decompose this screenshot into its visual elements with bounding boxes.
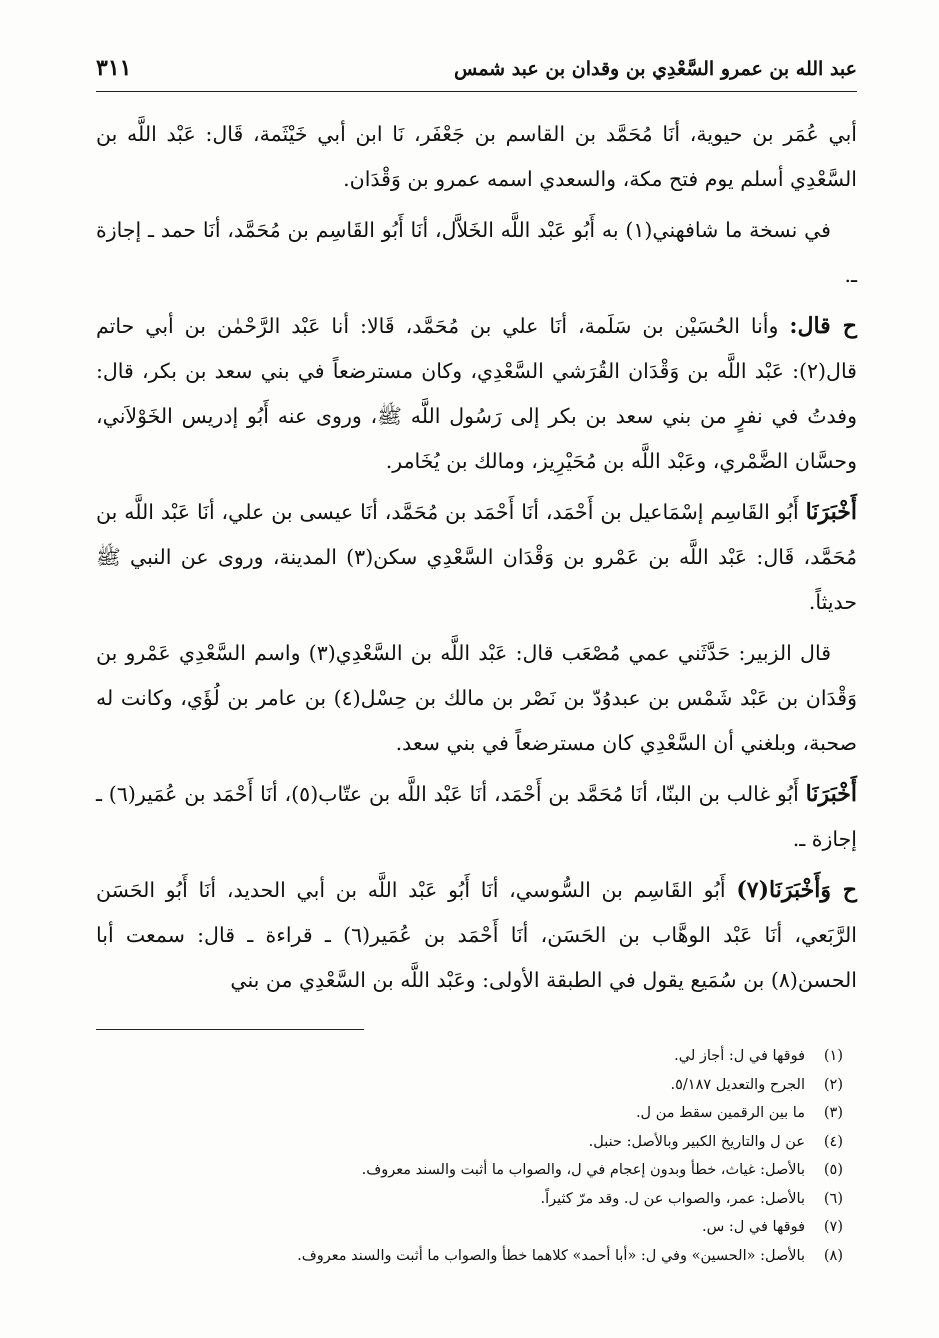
- footnote-text: بالأصل: «الحسين» وفي ل: «أبا أحمد» كلاهما خطأ والصواب ما أثبت والسند معروف.: [297, 1247, 805, 1264]
- footnotes: [96, 1042, 843, 1270]
- body-text: [96, 106, 857, 1003]
- footnote-number: (٥): [823, 1162, 843, 1178]
- paragraph: [96, 298, 857, 484]
- footnote-text: بالأصل: عمر، والصواب عن ل. وقد مرّ كثيراً.: [540, 1190, 805, 1207]
- paragraph-text: قال الزبير: حَدَّثَني عمي مُصْعَب قال: عَبْد اللَّه بن السَّعْدِي(٣) واسم السَّعْدِي عَمْرو بن وَقْدَان بن عَبْد شَمْس بن عبدوُدّ بن نَصْر بن مالك بن حِسْل(٤) بن عامر بن لُؤَي، وكانت له صحبة، وبلغني أن السَّعْدِي كان مسترضعاً في بني سعد.: [96, 641, 857, 755]
- paragraph: [96, 862, 857, 1003]
- footnote-text: فوقها في ل: أجاز لي.: [674, 1048, 805, 1064]
- paragraph-lead: ح وَأَخْبَرَنَا(٧): [736, 877, 857, 903]
- paragraph-text: أبي عُمَر بن حيوية، أنَا مُحَمَّد بن القاسم بن جَعْفَر، نَا ابن أبي خَيْثَمة، قَال: عَبْد اللَّه بن السَّعْدِي أسلم يوم فتح مكة، والسعدي اسمه عمرو بن وَقْدَان.: [96, 122, 857, 191]
- footnote: [96, 1213, 843, 1242]
- footnote-text: ما بين الرقمين سقط من ل.: [635, 1105, 805, 1121]
- paragraph-text: أَبُو القَاسِم بن السُّوسي، أنَا أَبُو عَبْد اللَّه بن أبي الحديد، أنَا أَبُو الحَسَن الرَّبَعي، أنَا عَبْد الوهَّاب بن الحَسَن، أنَا أَحْمَد بن عُمَير(٦) ـ قراءة ـ قال: سمعت أبا الحسن(٨) بن سُمَيع يقول في الطبقة الأولى: وعَبْد اللَّه بن السَّعْدِي من بني: [96, 878, 857, 992]
- paragraph-lead: ح قال:: [789, 313, 858, 339]
- footnote: [96, 1128, 843, 1157]
- footnote: [96, 1242, 843, 1271]
- paragraph-lead: أَخْبَرَنَا: [805, 499, 857, 525]
- paragraph-text: في نسخة ما شافهني(١) به أَبُو عَبْد اللَّه الخَلاَّل، أنَا أَبُو القَاسِم بن مُحَمَّد، أنَا حمد ـ إجازة ـ.: [96, 218, 857, 287]
- footnote-number: (٢): [823, 1076, 843, 1093]
- paragraph: [96, 766, 857, 862]
- footnote-text: بالأصل: غياث، خطأ وبدون إعجام في ل، والصواب ما أثبت والسند معروف.: [361, 1162, 805, 1178]
- paragraph-text: وأنا الحُسَيْن بن سَلَمة، أنَا علي بن مُحَمَّد، قَالا: أنا عَبْد الرَّحْمٰن بن أبي حاتم قال(٢): عَبْد اللَّه بن وَقْدَان القُرَشي السَّعْدِي، وكان مسترضعاً في بني سعد بن بكر، قال: وفدتُ في نفرٍ من بني سعد بن بكر إلى رَسُول اللَّه ﷺ، وروى عنه أَبُو إدريس الخَوْلاَني، وحسَّان الضَّمْري، وعَبْد اللَّه بن مُحَيْرِيز، ومالك بن يُخَامر.: [96, 314, 857, 473]
- paragraph-text: أَبُو غالب بن البنّا، أنَا مُحَمَّد بن أَحْمَد، أنَا عَبْد اللَّه بن عتّاب(٥)، أنَا أَحْمَد بن عُمَير(٦) ـ إجازة ـ.: [96, 782, 857, 851]
- footnote-separator: [96, 1029, 364, 1030]
- running-title: عبد الله بن عمرو السَّعْدِي بن وقدان بن عبد شمس: [453, 58, 857, 80]
- footnote: [96, 1071, 843, 1100]
- footnote: [96, 1099, 843, 1128]
- footnote: [96, 1185, 843, 1214]
- paragraph: [96, 484, 857, 625]
- footnote-text: فوقها في ل: س.: [701, 1219, 805, 1235]
- footnote-text: عن ل والتاريخ الكبير وبالأصل: حنبل.: [588, 1133, 805, 1150]
- running-head: [96, 55, 857, 92]
- footnote-number: (١): [823, 1048, 843, 1064]
- footnote: [96, 1156, 843, 1185]
- paragraph-lead: أَخْبَرَنَا: [805, 781, 857, 807]
- footnote-number: (٧): [823, 1219, 843, 1235]
- footnote-number: (٤): [823, 1133, 843, 1150]
- footnote-text: الجرح والتعديل ٥/١٨٧.: [670, 1076, 805, 1093]
- footnote-number: (٣): [823, 1105, 843, 1121]
- paragraph: [96, 625, 857, 766]
- footnote-number: (٨): [823, 1247, 843, 1264]
- paragraph-text: أَبُو القَاسِم إسْمَاعيل بن أَحْمَد، أنَا أَحْمَد بن مُحَمَّد، أنَا عيسى بن علي، أنَا عَبْد اللَّه بن مُحَمَّد، قَال: عَبْد اللَّه بن عَمْرو بن وَقْدَان السَّعْدِي سكن(٣) المدينة، وروى عن النبي ﷺ حديثاً.: [96, 500, 857, 614]
- page-number: ٣١١: [96, 55, 132, 81]
- paragraph: [96, 106, 857, 202]
- paragraph: [96, 202, 857, 298]
- footnote-number: (٦): [823, 1190, 843, 1207]
- footnote: [96, 1042, 843, 1071]
